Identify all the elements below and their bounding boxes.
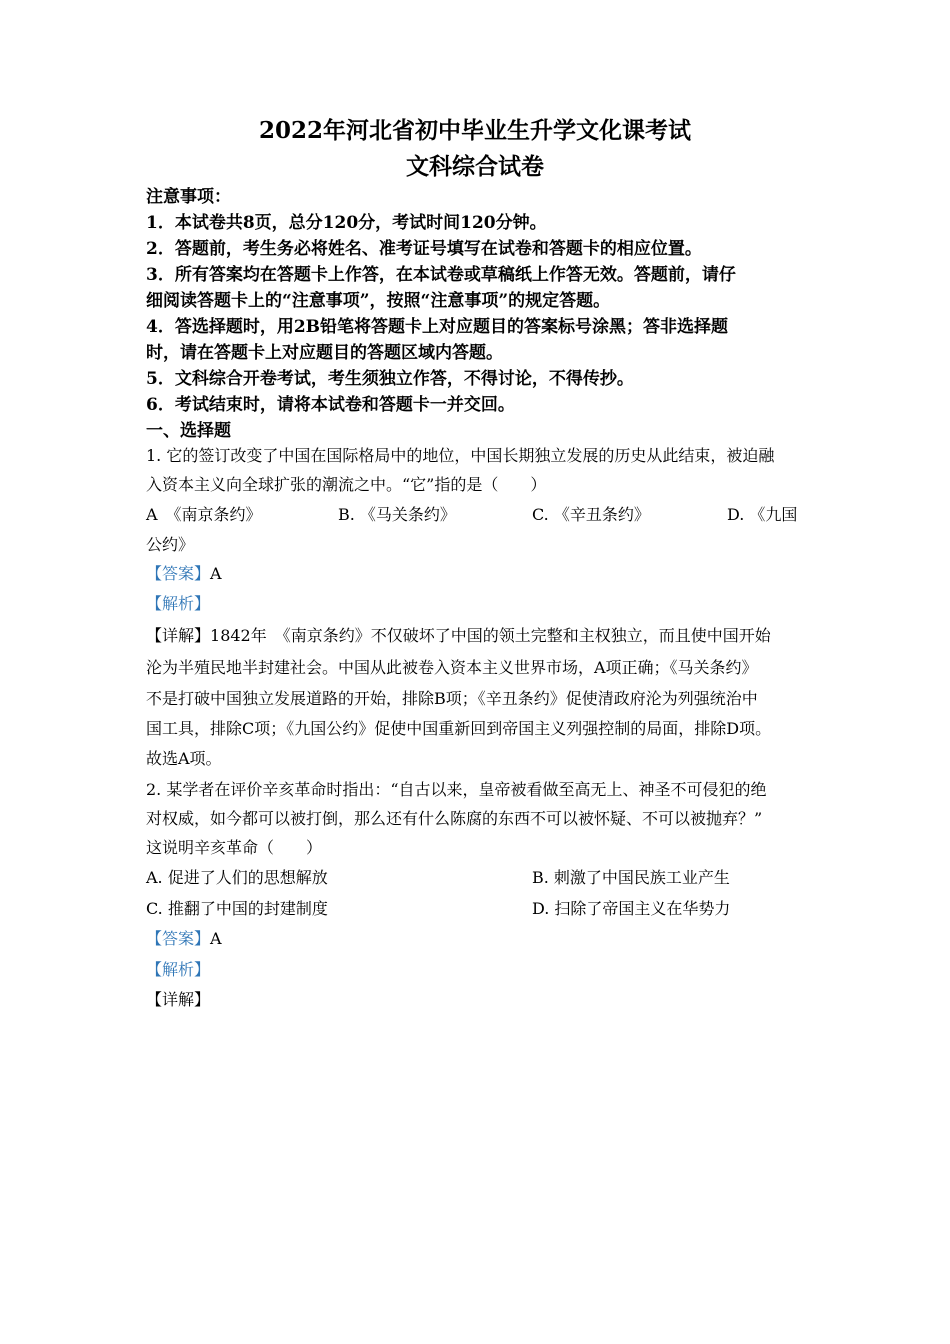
q2-stem-line: 2. 某学者在评价辛亥革命时指出：“自古以来，皇帝被看做至高无上、神圣不可侵犯的绝 (146, 780, 767, 799)
notes-heading: 注意事项： (146, 187, 231, 207)
note-line: 1．本试卷共8页，总分120分，考试时间120分钟。 (146, 213, 547, 233)
q2-answer-value: A (210, 929, 222, 948)
q1-option-d-wrap: 公约》 (146, 535, 195, 554)
q1-answer (146, 562, 222, 586)
q1-option-d: D. 《九国 (727, 505, 798, 524)
note-line: 5．文科综合开卷考试，考生须独立作答，不得讨论，不得传抄。 (146, 369, 634, 389)
q1-detail-line: 不是打破中国独立发展道路的开始，排除B项；《辛丑条约》促使清政府沦为列强统治中 (146, 689, 758, 708)
q1-stem-line: 1. 它的签订改变了中国在国际格局中的地位，中国长期独立发展的历史从此结束，被迫融 (146, 446, 775, 465)
q2-stem-line: 对权威，如今都可以被打倒，那么还有什么陈腐的东西不可以被怀疑、不可以被抛弃？” (146, 809, 763, 828)
note-line: 时，请在答题卡上对应题目的答题区域内答题。 (146, 343, 503, 363)
q2-option-d: D. 扫除了帝国主义在华势力 (532, 899, 731, 918)
q1-answer-value: A (210, 564, 222, 583)
section-title: 一、选择题 (146, 421, 231, 441)
note-line: 4．答选择题时，用2B铅笔将答题卡上对应题目的答案标号涂黑；答非选择题 (146, 317, 729, 337)
q2-option-b: B. 刺激了中国民族工业产生 (532, 868, 730, 887)
q2-option-c: C. 推翻了中国的封建制度 (146, 899, 328, 918)
exam-subtitle: 文科综合试卷 (406, 153, 544, 180)
q2-detail-label: 【详解】 (146, 990, 211, 1009)
q1-answer-label: 【答案】 (146, 564, 211, 583)
note-line: 6．考试结束时，请将本试卷和答题卡一并交回。 (146, 395, 515, 415)
q1-detail-line: 1842年 《南京条约》不仅破坏了中国的领土完整和主权独立，而且使中国开始 (210, 626, 771, 645)
note-line: 2．答题前，考生务必将姓名、准考证号填写在试卷和答题卡的相应位置。 (146, 239, 702, 259)
q1-option-b: B. 《马关条约》 (338, 505, 456, 524)
q1-detail-line: 沦为半殖民地半封建社会。中国从此被卷入资本主义世界市场，A项正确；《马关条约》 (146, 658, 758, 677)
q1-stem-line: 入资本主义向全球扩张的潮流之中。“它”指的是（ ） (146, 475, 547, 494)
note-line: 细阅读答题卡上的“注意事项”，按照“注意事项”的规定答题。 (146, 291, 611, 311)
q2-option-a: A. 促进了人们的思想解放 (146, 868, 328, 887)
q1-detail-line: 国工具，排除C项；《九国公约》促使中国重新回到帝国主义列强控制的局面，排除D项。 (146, 719, 772, 738)
q2-analysis-label: 【解析】 (146, 960, 211, 979)
q1-detail-label: 【详解】 (146, 626, 211, 645)
q1-option-a: A 《南京条约》 (146, 505, 262, 524)
q1-analysis-label: 【解析】 (146, 594, 211, 613)
exam-title: 2022年河北省初中毕业生升学文化课考试 (258, 117, 691, 144)
q1-option-c: C. 《辛丑条约》 (532, 505, 650, 524)
q2-stem-line: 这说明辛亥革命（ ） (146, 838, 323, 857)
q2-answer (146, 927, 222, 951)
q1-detail-line: 故选A项。 (146, 749, 222, 768)
q2-answer-label: 【答案】 (146, 929, 211, 948)
q1-detail (146, 624, 771, 648)
note-line: 3．所有答案均在答题卡上作答，在本试卷或草稿纸上作答无效。答题前，请仔 (146, 265, 736, 285)
